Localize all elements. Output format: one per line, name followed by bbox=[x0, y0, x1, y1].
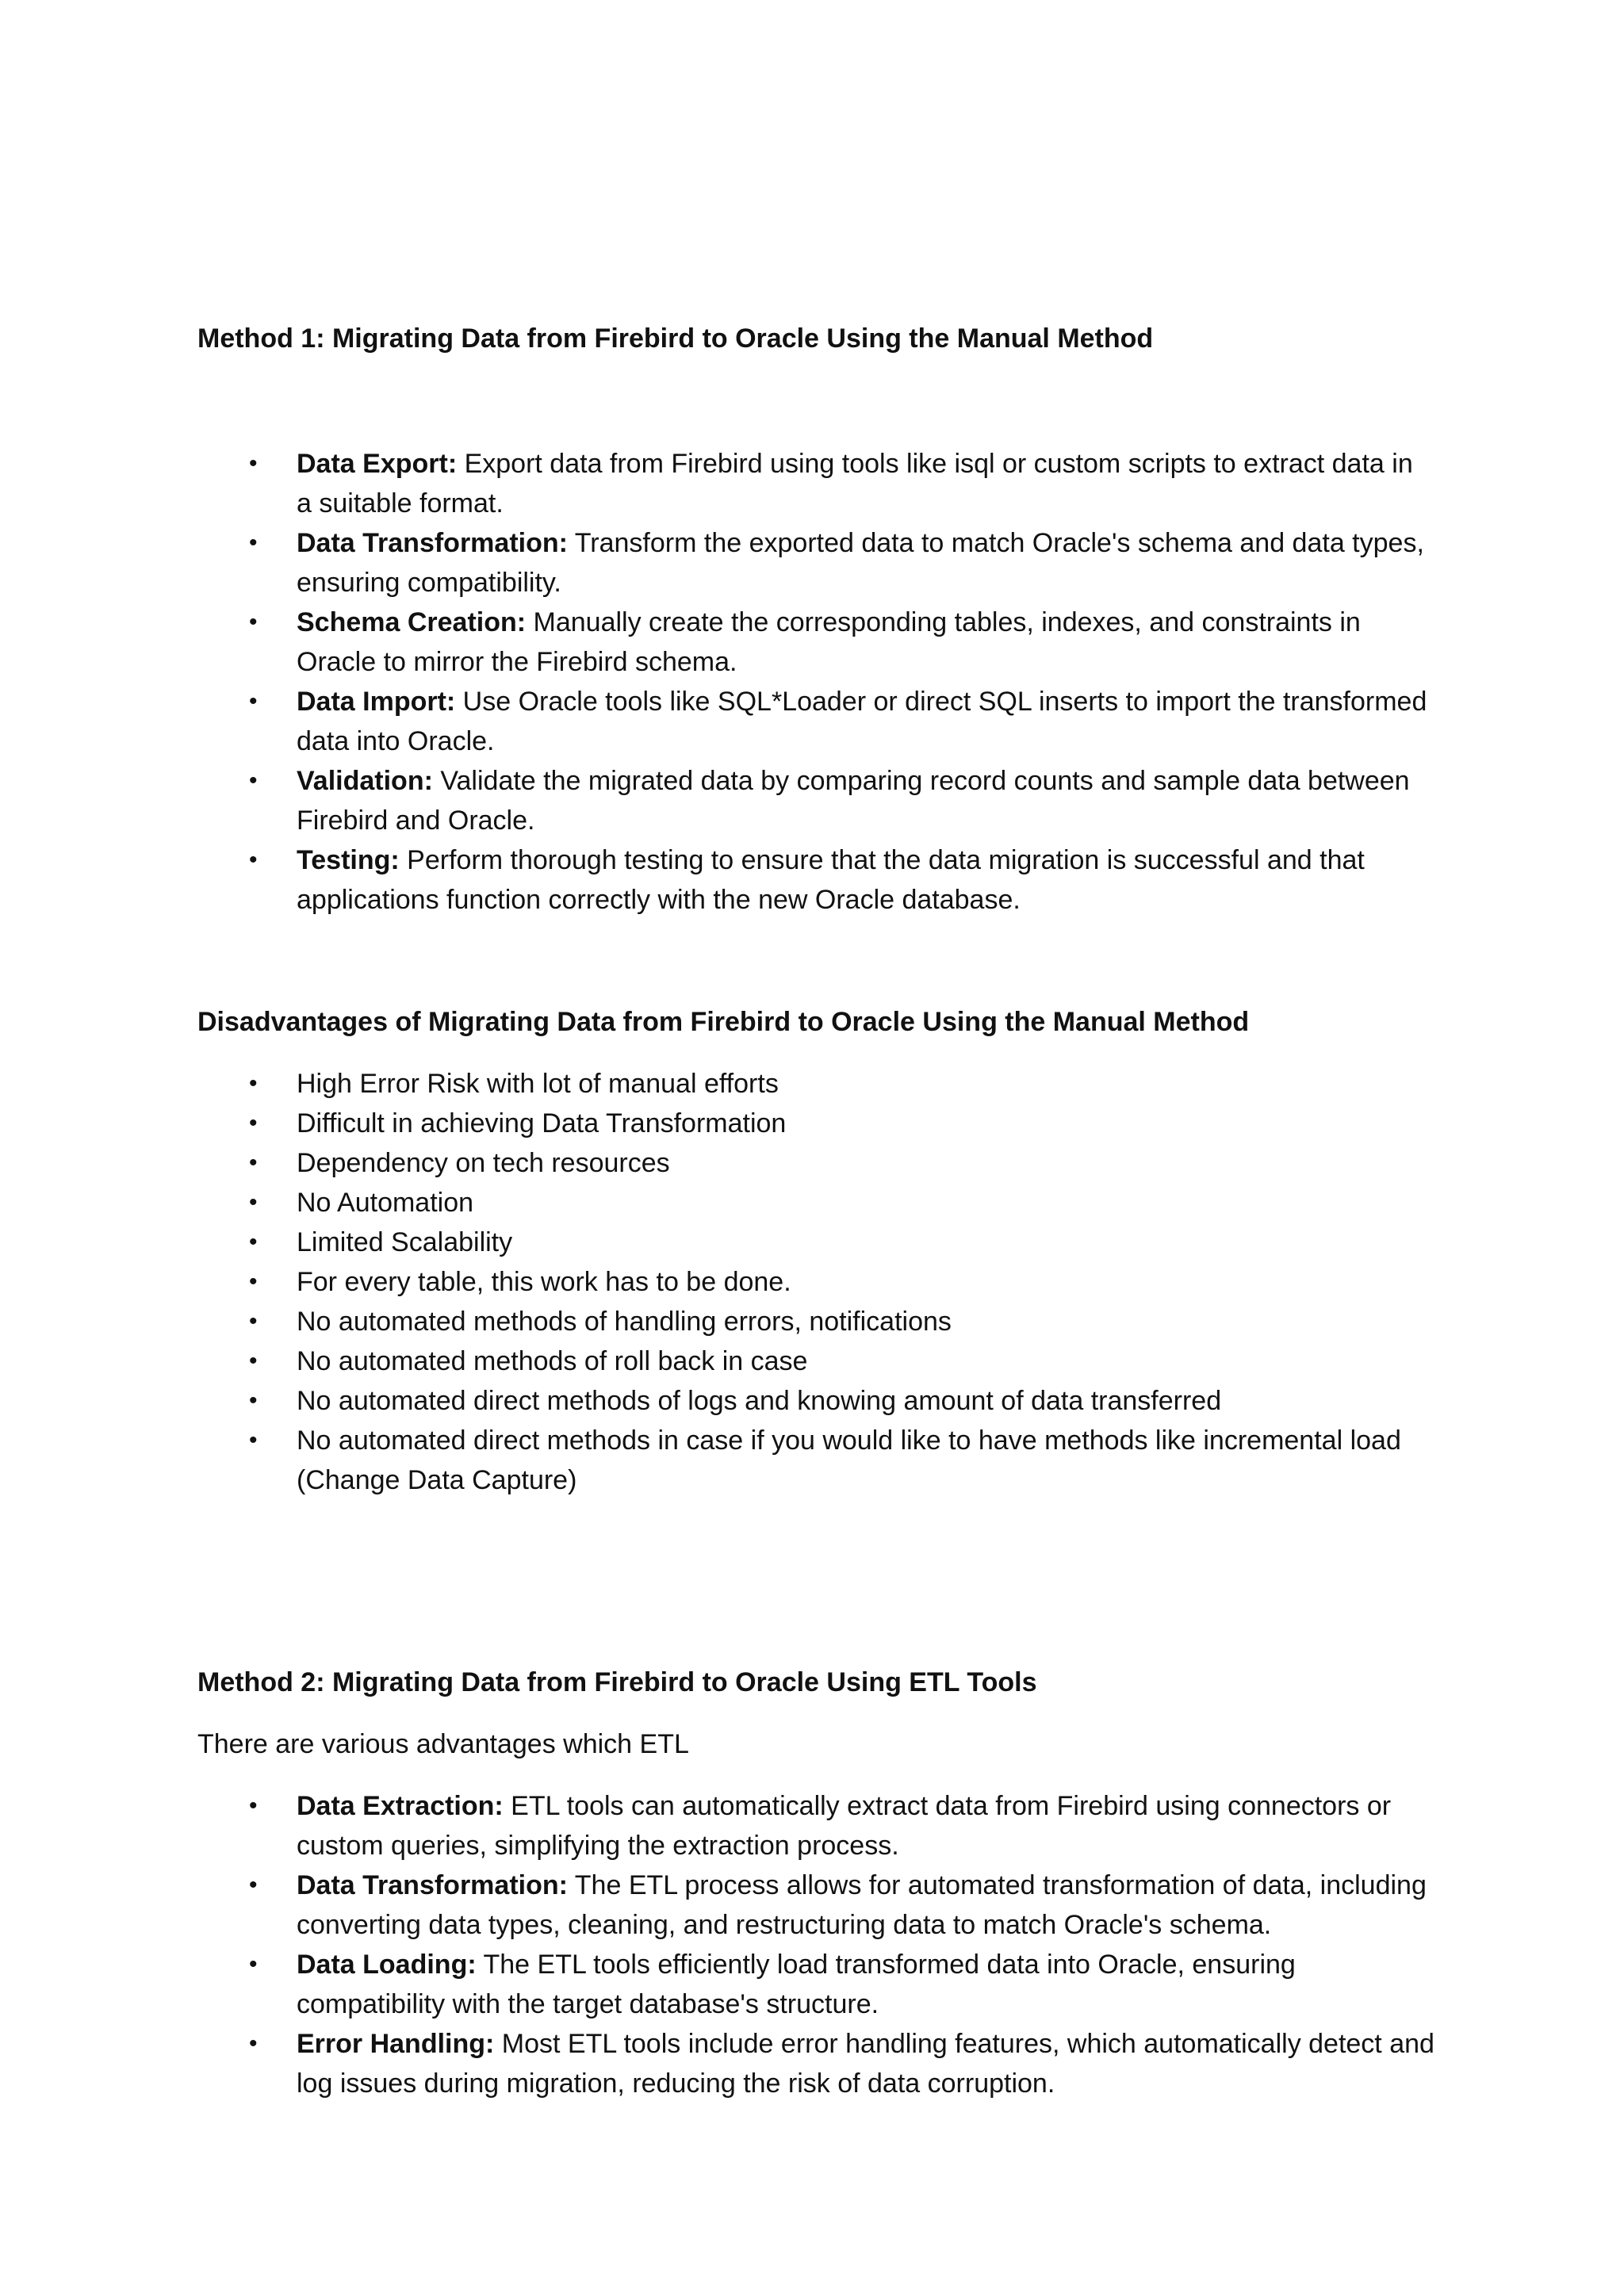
bullet-icon: • bbox=[249, 609, 258, 635]
disadvantage-item bbox=[197, 1223, 1434, 1262]
bullet-icon: • bbox=[249, 1070, 258, 1096]
method2-advantage-item bbox=[197, 1866, 1434, 1945]
bullet-icon: • bbox=[249, 1110, 258, 1136]
disadvantage-item bbox=[197, 1302, 1434, 1341]
disadvantages-heading: Disadvantages of Migrating Data from Firebird to Oracle Using the Manual Method bbox=[197, 1007, 1250, 1037]
item-label: Schema Creation: bbox=[297, 607, 527, 637]
item-text: Manually create the corresponding tables, indexes, and constraints in Oracle to mirror the Firebird schema. bbox=[297, 607, 1361, 677]
item-text: No automated methods of handling errors, notifications bbox=[297, 1307, 952, 1337]
method1-steps-list bbox=[197, 444, 1434, 920]
disadvantage-item bbox=[197, 1183, 1434, 1223]
item-text: The ETL process allows for automated transformation of data, including converting data types, cleaning, and restructuring data to match Oracle's schema. bbox=[297, 1870, 1427, 1940]
bullet-icon: • bbox=[249, 688, 258, 714]
document-content bbox=[197, 319, 1434, 2103]
bullet-icon: • bbox=[249, 1872, 258, 1898]
item-text: Difficult in achieving Data Transformation bbox=[297, 1108, 787, 1138]
method1-step-item bbox=[197, 523, 1434, 603]
item-text: For every table, this work has to be done. bbox=[297, 1267, 791, 1297]
bullet-icon: • bbox=[249, 847, 258, 873]
disadvantage-item bbox=[197, 1381, 1434, 1421]
method1-heading: Method 1: Migrating Data from Firebird to Oracle Using the Manual Method bbox=[197, 323, 1154, 354]
bullet-icon: • bbox=[249, 1427, 258, 1453]
item-label: Data Export: bbox=[297, 449, 458, 479]
item-text: Validate the migrated data by comparing record counts and sample data between Firebird and Oracle. bbox=[297, 766, 1410, 836]
bullet-icon: • bbox=[249, 1229, 258, 1255]
item-text: No automated direct methods of logs and knowing amount of data transferred bbox=[297, 1386, 1222, 1416]
method1-step-item bbox=[197, 682, 1434, 761]
item-label: Data Import: bbox=[297, 687, 456, 717]
bullet-icon: • bbox=[249, 530, 258, 556]
item-label: Data Transformation: bbox=[297, 1870, 568, 1900]
item-text: No automated direct methods in case if you would like to have methods like incremental load (Change Data Capture) bbox=[297, 1425, 1401, 1495]
item-text: High Error Risk with lot of manual efforts bbox=[297, 1069, 779, 1099]
item-text: No Automation bbox=[297, 1188, 474, 1218]
bullet-icon: • bbox=[249, 2030, 258, 2057]
item-label: Testing: bbox=[297, 845, 400, 875]
item-text: Limited Scalability bbox=[297, 1227, 513, 1257]
item-text: Dependency on tech resources bbox=[297, 1148, 670, 1178]
item-label: Data Transformation: bbox=[297, 528, 568, 558]
method2-advantage-item bbox=[197, 2024, 1434, 2103]
item-text: Transform the exported data to match Oracle's schema and data types, ensuring compatibility. bbox=[297, 528, 1424, 598]
disadvantage-item bbox=[197, 1104, 1434, 1143]
bullet-icon: • bbox=[249, 1308, 258, 1334]
disadvantages-list bbox=[197, 1064, 1434, 1500]
method2-heading: Method 2: Migrating Data from Firebird to Oracle Using ETL Tools bbox=[197, 1667, 1037, 1697]
disadvantage-item bbox=[197, 1421, 1434, 1500]
method2-intro: There are various advantages which ETL bbox=[197, 1729, 689, 1759]
disadvantage-item bbox=[197, 1143, 1434, 1183]
bullet-icon: • bbox=[249, 1348, 258, 1374]
item-label: Data Extraction: bbox=[297, 1791, 504, 1821]
disadvantage-item bbox=[197, 1341, 1434, 1381]
item-text: ETL tools can automatically extract data from Firebird using connectors or custom queries, simplifying the extraction process. bbox=[297, 1791, 1392, 1861]
method1-step-item bbox=[197, 444, 1434, 523]
bullet-icon: • bbox=[249, 1189, 258, 1215]
bullet-icon: • bbox=[249, 1387, 258, 1414]
method1-step-item bbox=[197, 603, 1434, 682]
method2-advantage-item bbox=[197, 1786, 1434, 1866]
item-text: No automated methods of roll back in case bbox=[297, 1346, 808, 1376]
item-text: Use Oracle tools like SQL*Loader or direct SQL inserts to import the transformed data into Oracle. bbox=[297, 687, 1427, 756]
method1-step-item bbox=[197, 840, 1434, 920]
bullet-icon: • bbox=[249, 1951, 258, 1977]
method1-step-item bbox=[197, 761, 1434, 840]
item-text: Perform thorough testing to ensure that the data migration is successful and that applications function correctly with the new Oracle database. bbox=[297, 845, 1365, 915]
item-text: Most ETL tools include error handling features, which automatically detect and log issues during migration, reducing the risk of data corruption. bbox=[297, 2029, 1434, 2099]
disadvantage-item bbox=[197, 1262, 1434, 1302]
bullet-icon: • bbox=[249, 1150, 258, 1176]
item-label: Data Loading: bbox=[297, 1950, 477, 1980]
method2-advantage-item bbox=[197, 1945, 1434, 2024]
bullet-icon: • bbox=[249, 1793, 258, 1819]
item-text: Export data from Firebird using tools like isql or custom scripts to extract data in a suitable format. bbox=[297, 449, 1413, 519]
disadvantage-item bbox=[197, 1064, 1434, 1104]
bullet-icon: • bbox=[249, 450, 258, 476]
item-label: Error Handling: bbox=[297, 2029, 495, 2059]
item-text: The ETL tools efficiently load transformed data into Oracle, ensuring compatibility with the target database's structure. bbox=[297, 1950, 1296, 2019]
item-label: Validation: bbox=[297, 766, 433, 796]
bullet-icon: • bbox=[249, 767, 258, 794]
bullet-icon: • bbox=[249, 1269, 258, 1295]
method2-advantages-list bbox=[197, 1786, 1434, 2103]
